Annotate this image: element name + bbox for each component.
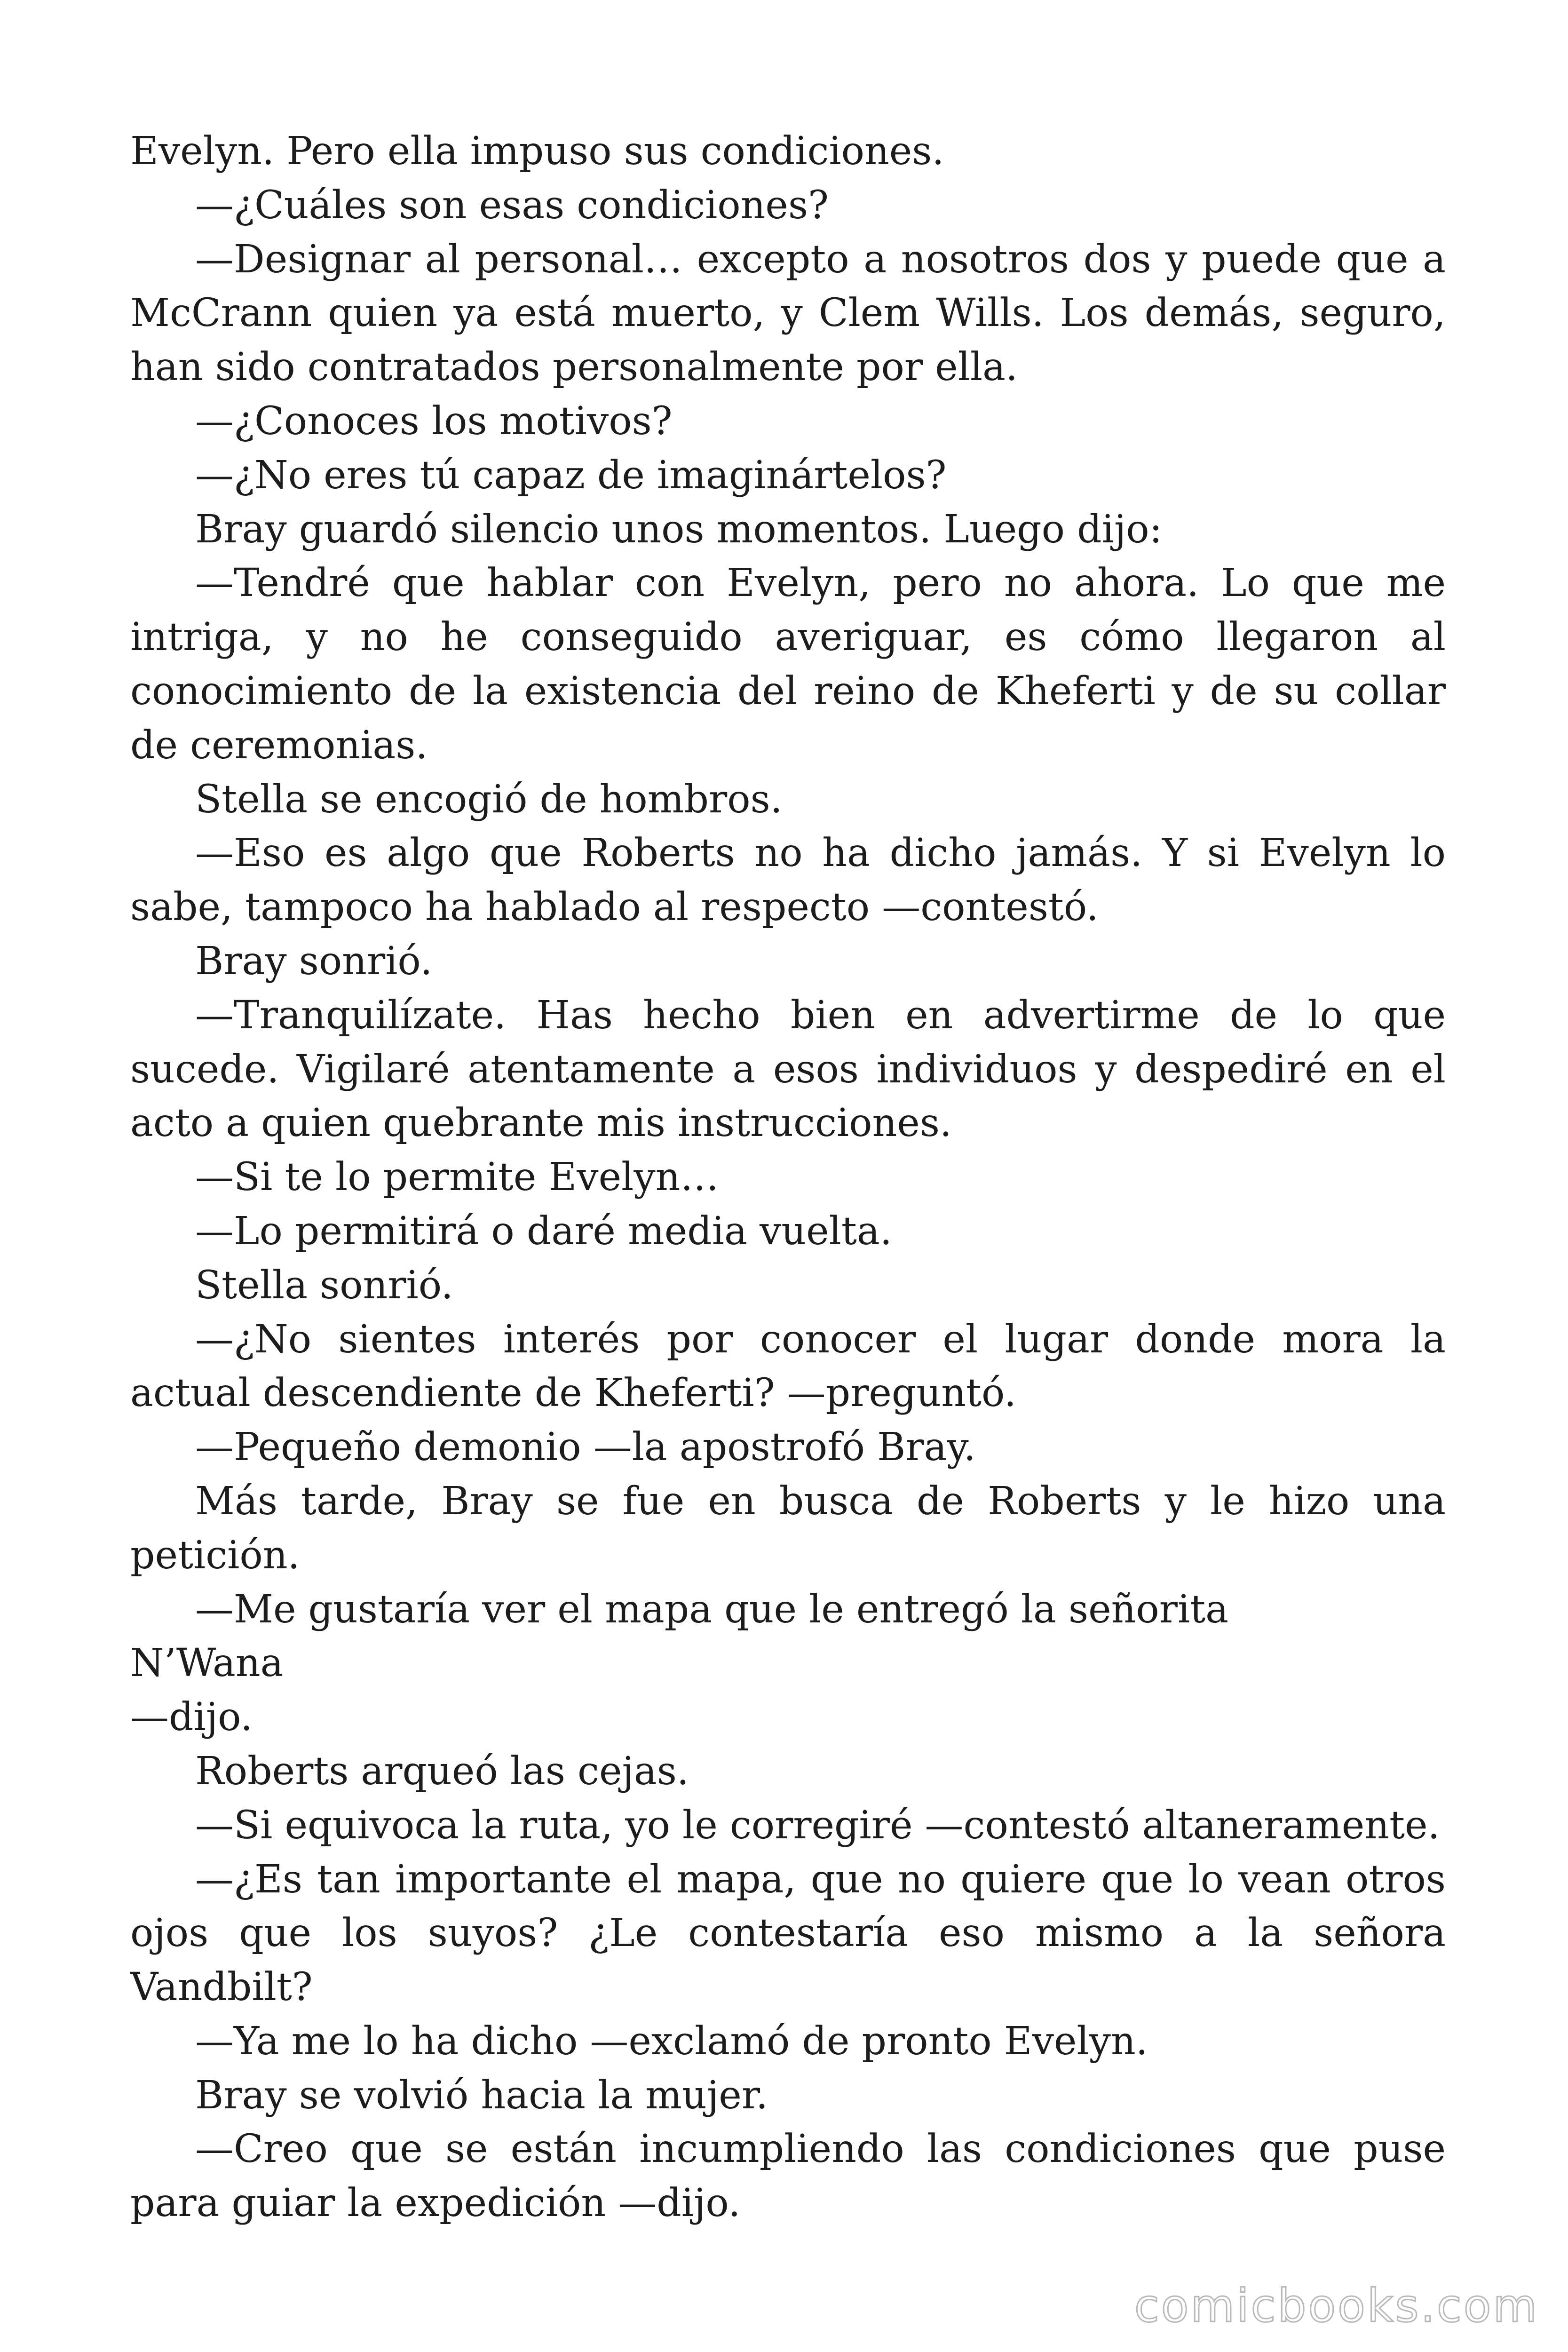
paragraph-fragment: N’Wana	[130, 1641, 284, 1686]
body-text	[130, 125, 1446, 2231]
paragraph-dialogue: —Si equivoca la ruta, yo le corregiré —contestó altaneramente.	[195, 1803, 1440, 1848]
paragraph-narration: Bray sonrió.	[195, 938, 433, 984]
paragraph-dialogue: —¿Es tan importante el mapa, que no quiere que lo vean otros ojos que los suyos? ¿Le contestaría eso mismo a la señora Vandbilt?	[130, 1857, 1446, 2010]
paragraph-fragment: —dijo.	[130, 1695, 253, 1740]
paragraph-continuation: Evelyn. Pero ella impuso sus condiciones.	[130, 129, 944, 174]
paragraph-dialogue: —¿No sientes interés por conocer el lugar donde mora la actual descendiente de Kheferti? —preguntó.	[130, 1317, 1446, 1416]
paragraph-dialogue: —Creo que se están incumpliendo las condiciones que puse para guiar la expedición —dijo.	[130, 2127, 1446, 2226]
paragraph-dialogue: —¿Conoces los motivos?	[195, 398, 673, 444]
paragraph-dialogue: —Tendré que hablar con Evelyn, pero no ahora. Lo que me intriga, y no he conseguido averiguar, es cómo llegaron al conocimiento de la existencia del reino de Kheferti y de su collar de ceremonias.	[130, 561, 1446, 768]
paragraph-narration: Bray guardó silencio unos momentos. Luego dijo:	[195, 507, 1163, 552]
paragraph-narration: Stella sonrió.	[195, 1263, 453, 1308]
paragraph-narration: Bray se volvió hacia la mujer.	[195, 2073, 768, 2118]
paragraph-dialogue: —Tranquilízate. Has hecho bien en advertirme de lo que sucede. Vigilaré atentamente a esos individuos y despediré en el acto a quien quebrante mis instrucciones.	[130, 993, 1446, 1146]
paragraph-dialogue: —¿No eres tú capaz de imaginártelos?	[195, 453, 947, 498]
paragraph-dialogue: —Me gustaría ver el mapa que le entregó la señorita	[195, 1587, 1229, 1632]
paragraph-dialogue: —Si te lo permite Evelyn…	[195, 1155, 719, 1200]
paragraph-narration: Roberts arqueó las cejas.	[195, 1748, 689, 1794]
paragraph-dialogue: —Designar al personal… excepto a nosotros dos y puede que a McCrann quien ya está muerto, y Clem Wills. Los demás, seguro, han sido contratados personalmente por ella.	[130, 237, 1446, 390]
paragraph-dialogue: —Pequeño demonio —la apostrofó Bray.	[195, 1425, 976, 1470]
paragraph-dialogue: —Ya me lo ha dicho —exclamó de pronto Evelyn.	[195, 2018, 1148, 2064]
paragraph-dialogue: —Lo permitirá o daré media vuelta.	[195, 1208, 892, 1254]
paragraph-narration: Stella se encogió de hombros.	[195, 777, 783, 822]
paragraph-dialogue: —¿Cuáles son esas condiciones?	[195, 183, 829, 228]
site-watermark: comicbooks.com	[1134, 2280, 1539, 2332]
paragraph-dialogue: —Eso es algo que Roberts no ha dicho jamás. Y si Evelyn lo sabe, tampoco ha hablado al respecto —contestó.	[130, 831, 1446, 930]
paragraph-narration: Más tarde, Bray se fue en busca de Roberts y le hizo una petición.	[130, 1478, 1446, 1578]
